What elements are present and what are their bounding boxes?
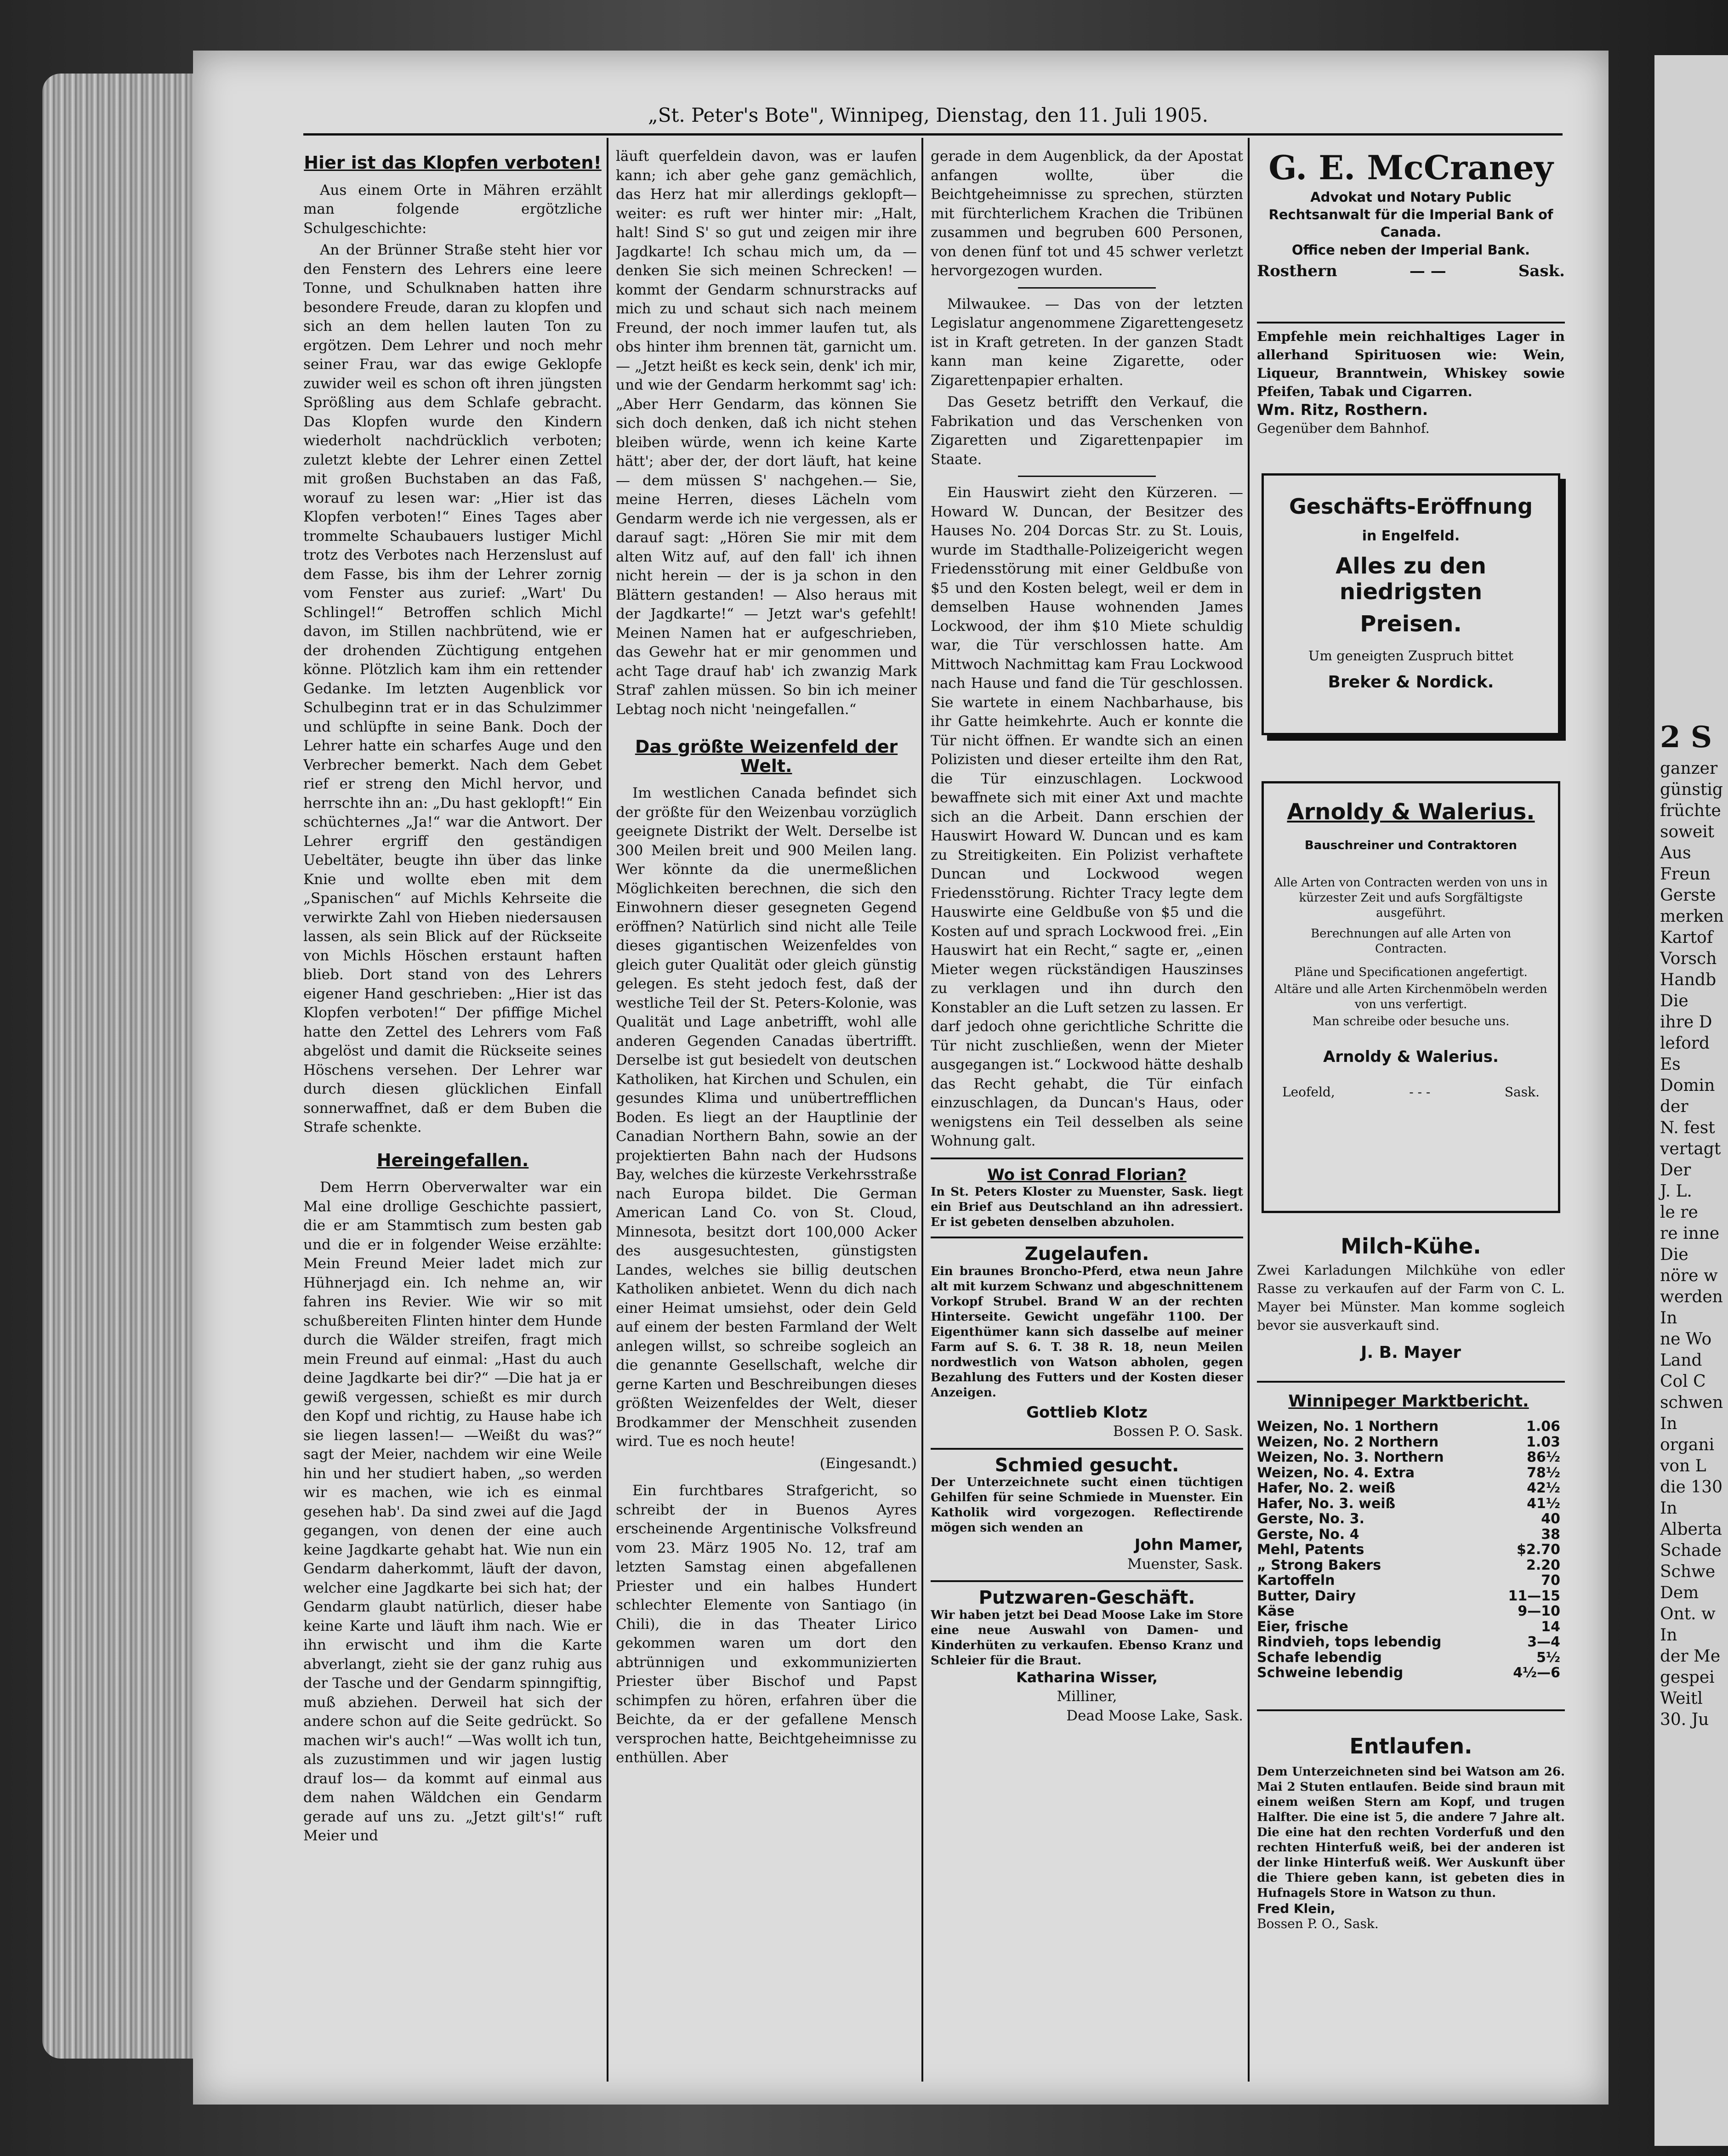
market-item: Käse bbox=[1257, 1603, 1295, 1619]
market-item: Schweine lebendig bbox=[1257, 1665, 1404, 1681]
facing-page-fragment: der Me bbox=[1660, 1647, 1721, 1666]
divider bbox=[1257, 1709, 1565, 1711]
facing-page-fragment: Ont. w bbox=[1660, 1605, 1716, 1623]
market-price: 42½ bbox=[1527, 1480, 1560, 1496]
ad-aw-text: Pläne und Specificationen angefertigt. bbox=[1294, 965, 1528, 979]
market-price: 41½ bbox=[1527, 1495, 1560, 1512]
article-text: Im westlichen Canada befindet sich der größte für den Weizenbau vorzüglich geeignete Distrikt der Welt. Derselbe ist 300 Meilen breit und 900 Meilen lang. Wer könnte da die unermeßlichen Möglichkeiten berechnen, die sich den Einwohnern dieser gesegneten Gegend eröffnen? Natürlich sind nicht alle Teile dieses gigantischen Weizenfeldes von gleich guter Qualität oder gleich günstig gelegen. Es steht jedoch fest, daß der westliche Teil der St. Peters-Kolonie, was Qualität und Lage anbetrifft, wohl alle anderen Gegenden Canadas übertrifft. Derselbe ist gut besiedelt von deutschen Katholiken, hat Kirchen und Schulen, ein gesundes Klima und unübertrefflichen Boden. Es liegt an der Hauptlinie der Canadian Northern Bahn, sowie an der projektierten Bahn nach der Hudsons Bay, welches die kürzeste Verkehrsstraße nach Europa bildet. Die German American Land Co. von St. Cloud, Minnesota, besitzt dort 100,000 Acker des ausgesuchtesten, günstigsten Landes, welches sie billig deutschen Katholiken anbietet. Wenn du dich nach einer Heimat umsiehst, oder dein Geld auf einem der besten Farmland der Welt anlegen willst, so schreibe sogleich an die genannte Gesellschaft, welche dir gerne Karten und Beschreibungen dieses größten Weizenfeldes der Welt, dieser Brodkammer der Menschheit zusenden wird. Tue es noch heute! bbox=[616, 785, 917, 1450]
facing-page-fragment: Schwe bbox=[1660, 1562, 1716, 1581]
facing-page-fragment: 2 S bbox=[1660, 720, 1712, 755]
column-rule-1 bbox=[607, 138, 608, 2082]
market-row bbox=[1257, 1496, 1560, 1512]
facing-page-fragment: J. L. bbox=[1660, 1182, 1692, 1201]
facing-page-fragment: die 130 bbox=[1660, 1478, 1723, 1497]
market-row bbox=[1257, 1481, 1560, 1496]
facing-page-fragment: organi bbox=[1660, 1435, 1715, 1454]
article-signature: (Eingesandt.) bbox=[819, 1455, 917, 1472]
ad-ent-address: Bossen P. O., Sask. bbox=[1257, 1916, 1379, 1931]
ad-milchkuehe bbox=[1257, 1231, 1565, 1411]
divider bbox=[931, 1448, 1243, 1450]
ad-aw-text: Alle Arten von Contracten werden von uns in kürzester Zeit und aufs Sorgfältigste ausgeführt. bbox=[1274, 876, 1548, 920]
facing-page-fragment: günstig bbox=[1660, 780, 1723, 799]
ad-signature: John Mamer, bbox=[1134, 1536, 1243, 1554]
ad-ge-line4: Preisen. bbox=[1360, 611, 1462, 637]
book-page-edges bbox=[42, 74, 199, 2059]
divider bbox=[1018, 287, 1156, 289]
ad-ge-line3: Alles zu den niedrigsten bbox=[1336, 553, 1486, 605]
facing-page-fragment: In bbox=[1660, 1414, 1677, 1433]
divider bbox=[1257, 1381, 1565, 1383]
ad-arnoldy-walerius bbox=[1262, 781, 1560, 1213]
facing-page-fragment: Alberta bbox=[1660, 1520, 1722, 1539]
ad-aw-text: Altäre und alle Arten Kirchenmöbeln werden von uns verfertigt. bbox=[1274, 982, 1547, 1011]
market-price: 3—4 bbox=[1527, 1634, 1560, 1650]
market-row bbox=[1257, 1589, 1560, 1604]
ad-ritz-signature: Wm. Ritz, Rosthern. bbox=[1257, 401, 1428, 419]
facing-page-fragment: der bbox=[1660, 1097, 1688, 1116]
ad-ge-line2: in Engelfeld. bbox=[1362, 528, 1460, 544]
market-item: Hafer, No. 2. weiß bbox=[1257, 1480, 1396, 1496]
article-text: Ein furchtbares Strafgericht, so schreibt der in Buenos Ayres erscheinende Argentinische Volksfreund vom 23. März 1905 No. 12, traf am letzten Samstag einen abgefallenen Priester und ein halbes Hundert schlechter Elemente von Santiago (in Chili), die in das Theater Lirico gekommen waren um dort den abtrünnigen und exkommunizierten Priester über Bischof und Papst schimpfen zu hören, erfahren über die Beichte, da er der gefallene Mensch versprochen hatte, Beichtgeheimnisse zu enthüllen. Aber bbox=[616, 1482, 917, 1766]
facing-page-fragment: Die bbox=[1660, 992, 1688, 1010]
ad-title-florian: Wo ist Conrad Florian? bbox=[987, 1165, 1187, 1184]
market-row bbox=[1257, 1604, 1560, 1619]
facing-page-text bbox=[1654, 717, 1728, 1730]
market-row bbox=[1257, 1450, 1560, 1465]
column-3 bbox=[931, 147, 1243, 2082]
market-row bbox=[1257, 1650, 1560, 1666]
facing-page-fragment: Freun bbox=[1660, 865, 1711, 884]
market-row bbox=[1257, 1634, 1560, 1650]
ad-ge-line5: Um geneigten Zuspruch bittet bbox=[1308, 648, 1514, 664]
market-price: 5½ bbox=[1536, 1649, 1560, 1666]
article-title-hereingefallen: Hereingefallen. bbox=[376, 1150, 529, 1170]
article-title-klopfen: Hier ist das Klopfen verboten! bbox=[304, 153, 602, 173]
market-item: Weizen, No. 3. Northern bbox=[1257, 1449, 1444, 1465]
market-price: 70 bbox=[1541, 1572, 1560, 1589]
facing-page-fragment: früchte bbox=[1660, 801, 1721, 820]
market-item: Mehl, Patents bbox=[1257, 1542, 1364, 1558]
market-price: $2.70 bbox=[1517, 1542, 1560, 1558]
facing-page-fragment: In bbox=[1660, 1499, 1677, 1518]
market-item: Gerste, No. 3. bbox=[1257, 1511, 1364, 1527]
market-report-title: Winnipeger Marktbericht. bbox=[1288, 1392, 1529, 1411]
ad-aw-prov: Sask. bbox=[1504, 1084, 1540, 1100]
facing-page-fragment: werden bbox=[1660, 1288, 1723, 1306]
market-price: 11—15 bbox=[1508, 1588, 1560, 1604]
ad-ritz-sub: Gegenüber dem Bahnhof. bbox=[1257, 420, 1430, 436]
market-price: 78½ bbox=[1527, 1464, 1560, 1481]
facing-page-fragment: Col C bbox=[1660, 1372, 1706, 1391]
facing-page-fragment: Land bbox=[1660, 1351, 1702, 1370]
page-header: „St. Peter's Bote", Winnipeg, Dienstag, den 11. Juli 1905. bbox=[648, 104, 1208, 126]
column-2 bbox=[616, 147, 917, 2082]
article-text: läuft querfeldein davon, was er laufen kann; ich aber gehe ganz gemächlich, das Herz hat mir allerdings geklopft—weiter: es ruft wer hinter mir: „Halt, halt! Sind S' so gut und zeigen mir ihre Jagdkarte! Ich schau mich um, da — denken Sie sich meinen Schrecken! —kommt der Gendarm schnurstracks auf mich zu und schaut sich nach meinem Freund, der noch immer laufen tut, als obs hinter ihm brennen tät, garnicht um. — „Jetzt heißt es keck sein, denk' ich mir, und wie der Gendarm herkommt sag' ich: „Aber Herr Gendarm, das können Sie sich doch denken, daß ich nicht stehen bleiben würde, wenn ich keine Karte hätt'; aber der, der dort läuft, hat keine — dem müssen S' nachgehen.— Sie, meine Herren, dieses Lächeln vom Gendarm werde ich nie vergessen, als er darauf sagt: „Hören Sie mir mit dem alten Witz auf, auf den fall' ich ihnen nicht herein — der is ja schon in den Blättern gestanden! — Also heraus mit der Jagdkarte!“ — Jetzt war's gefehlt! Meinen Namen hat er aufgeschrieben, das Gewehr hat er mir genommen und acht Tage drauf hab' ich zwanzig Mark Straf' zahlen müssen. So bin ich meiner Lebtag noch nicht 'neingefallen.“ bbox=[616, 148, 917, 718]
ad-address: Dead Moose Lake, Sask. bbox=[1066, 1707, 1243, 1724]
header-rule bbox=[303, 133, 1563, 136]
facing-page-fragment: nöre w bbox=[1660, 1266, 1718, 1285]
market-item: Rindvieh, tops lebendig bbox=[1257, 1634, 1442, 1650]
article-text: Das Gesetz betrifft den Verkauf, die Fabrikation und das Verschenken von Zigaretten und Zigarettenpapier im Staate. bbox=[931, 394, 1243, 468]
ad-text-schmied: Der Unterzeichnete sucht einen tüchtigen Gehilfen für seine Schmiede in Muenster. Ein Katholik wird vorgezogen. Reflectirende mögen sich wenden an bbox=[931, 1475, 1243, 1535]
facing-page-fragment: re inne bbox=[1660, 1224, 1720, 1243]
article-text: Milwaukee. — Das von der letzten Legislatur angenommene Zigarettengesetz ist in Kraft getreten. In der ganzen Stadt kann man keine Zigarette, oder Zigarettenpapier erhalten. bbox=[931, 295, 1243, 389]
facing-page-fragment: soweit bbox=[1660, 823, 1715, 841]
column-rule-3 bbox=[1248, 138, 1250, 2082]
facing-page-fragment: ganzer bbox=[1660, 759, 1718, 778]
ad-mccraney-line: Advokat und Notary Public bbox=[1310, 189, 1512, 205]
facing-page-fragment: Schade bbox=[1660, 1541, 1722, 1560]
ad-mccraney-place-row bbox=[1257, 262, 1565, 280]
market-item: Butter, Dairy bbox=[1257, 1588, 1356, 1604]
ad-address: Muenster, Sask. bbox=[1127, 1555, 1243, 1572]
ad-geschaeftseroeffnung bbox=[1262, 473, 1560, 735]
facing-page-fragment: In bbox=[1660, 1626, 1677, 1645]
divider bbox=[1257, 322, 1565, 323]
facing-page-fragment: Gerste bbox=[1660, 886, 1716, 905]
market-row bbox=[1257, 1573, 1560, 1589]
market-row bbox=[1257, 1558, 1560, 1573]
divider bbox=[931, 1237, 1243, 1238]
facing-page-fragment: leford bbox=[1660, 1034, 1710, 1053]
facing-page-fragment: Die bbox=[1660, 1245, 1688, 1264]
market-row bbox=[1257, 1619, 1560, 1635]
ad-ent-title: Entlaufen. bbox=[1349, 1734, 1472, 1759]
market-item: Hafer, No. 3. weiß bbox=[1257, 1495, 1396, 1512]
facing-page-fragment: Es bbox=[1660, 1055, 1681, 1074]
market-item: Weizen, No. 4. Extra bbox=[1257, 1464, 1415, 1481]
market-price: 1.06 bbox=[1526, 1418, 1560, 1435]
article-text: gerade in dem Augenblick, da der Apostat anfangen wollte, über die Beichtgeheimnisse zu sprechen, stürzten mit fürchterlichem Krachen die Tribünen zusammen und begruben 600 Personen, von denen fünf tot und 45 schwer verletzt hervorgezogen wurden. bbox=[931, 148, 1243, 279]
facing-page-fragment: Weitl bbox=[1660, 1689, 1703, 1708]
ad-entlaufen bbox=[1257, 1719, 1565, 2086]
ad-aw-text: Man schreibe oder besuche uns. bbox=[1312, 1015, 1510, 1028]
facing-page-fragment: Domin bbox=[1660, 1076, 1715, 1095]
divider bbox=[931, 1580, 1243, 1582]
facing-page bbox=[1654, 55, 1728, 2146]
market-item: Schafe lebendig bbox=[1257, 1649, 1382, 1666]
facing-page-fragment: Kartof bbox=[1660, 928, 1713, 947]
ad-text-florian: In St. Peters Kloster zu Muenster, Sask. liegt ein Brief aus Deutschland an ihn adressiert. Er ist gebeten denselben abzuholen. bbox=[931, 1185, 1243, 1229]
article-text: Dem Herrn Oberverwalter war ein Mal eine drollige Geschichte passiert, die er am Stammtisch zum besten gab und die er in folgender Weise erzählte: Mein Freund Meier ladet mich zur Hühnerjagd ein. Ich nehme an, wir fahren ins Revier. Wie wir so mit schußbereiten Flinten hinter dem Hunde durch die Wälder streifen, fragt mich mein Freund auf einmal: „Hast du auch deine Jagdkarte bei dir?“ —Die hat ja er gewiß vergessen, schießt es mir durch den Kopf und richtig, zu Hause habe ich sie liegen lassen!— —Weißt du was?“ sagt der Meier, nachdem wir eine Weile hin und her studiert haben, „so werden wir es machen, wie ich es einmal gesehen hab'. Da sind zwei auf die Jagd gegangen, von denen der eine auch keine Jagdkarte gehabt hat. Wie nun ein Gendarm daherkommt, läuft der davon, welcher eine Jagdkarte bei sich hat; der Gendarm glaubt natürlich, dieser habe keine Karte und läuft ihm nach. Wie er ihn erwischt und ihm die Karte abverlangt, zieht sie der ganz ruhig aus der Tasche und der Gendarm spinngiftig, muß abziehen. Derweil hat sich der andere schon auf die Seite gedrückt. So machen wir's auch!“ —Was wollt ich tun, als zuzustimmen und wir jagen lustig drauf los— da kommt auf einmal aus dem nahen Wäldchen ein Gendarm gerade auf uns zu. „Jetzt gilt's!“ ruft Meier und bbox=[303, 1179, 602, 1844]
market-row bbox=[1257, 1511, 1560, 1527]
ad-mccraney-line: Office neben der Imperial Bank. bbox=[1291, 242, 1530, 258]
ad-text-putzwaren: Wir haben jetzt bei Dead Moose Lake im Store eine neue Auswahl von Damen- und Kinderhüten zu verkaufen. Ebenso Kranz und Schleier für die Braut. bbox=[931, 1608, 1243, 1668]
ad-signature: Gottlieb Klotz bbox=[1026, 1403, 1148, 1422]
facing-page-fragment: merken bbox=[1660, 907, 1724, 926]
ad-mccraney-place: Rosthern bbox=[1257, 262, 1337, 280]
market-row bbox=[1257, 1527, 1560, 1543]
market-row bbox=[1257, 1542, 1560, 1558]
ad-signature: Katharina Wisser, bbox=[1016, 1669, 1158, 1686]
ad-milch-signature: J. B. Mayer bbox=[1361, 1343, 1461, 1362]
ad-mccraney-line: Rechtsanwalt für die Imperial Bank of Canada. bbox=[1268, 207, 1553, 240]
column-rule-2 bbox=[921, 138, 923, 2082]
facing-page-fragment: le re bbox=[1660, 1203, 1698, 1222]
market-report bbox=[1257, 1388, 1560, 1686]
ad-ent-text: Dem Unterzeichneten sind bei Watson am 26. Mai 2 Stuten entlaufen. Beide sind braun mit einem weißen Stern am Kopf, und trugen Halfter. Die eine ist 5, die andere 7 Jahre alt. Die eine hat den rechten Vorderfuß und den rechten Hinterfuß weiß, bei der anderen ist der linke Hinterfuß weiß. Wer Auskunft über die Thiere geben kann, ist gebeten dies in Hufnagels Store in Watson zu thun. bbox=[1257, 1765, 1565, 1900]
article-text: Aus einem Orte in Mähren erzählt man folgende ergötzliche Schulgeschichte: bbox=[303, 182, 602, 237]
ad-title-zugelaufen: Zugelaufen. bbox=[1024, 1243, 1149, 1265]
ad-address: Bossen P. O. Sask. bbox=[1113, 1423, 1243, 1440]
ad-ent-signature: Fred Klein, bbox=[1257, 1901, 1336, 1916]
article-title-weizenfeld: Das größte Weizenfeld der Welt. bbox=[635, 737, 898, 776]
facing-page-fragment: ne Wo bbox=[1660, 1330, 1712, 1349]
article-text: An der Brünner Straße steht hier vor den Fenstern des Lehrers eine leere Tonne, und Schulknaben hatten ihre besondere Freude, daran zu klopfen und sich an dem hellen lauten Ton zu ergötzen. Dem Lehrer und noch mehr seiner Frau, war das ewige Geklopfe zuwider weil es schon oft ihren jüngsten Sprößling aus dem Schlafe gebracht. Das Klopfen wurde den Kindern wiederholt nachdrücklich verboten; zuletzt klebte der Lehrer einen Zettel mit großen Buchstaben an das Faß, worauf zu lesen war: „Hier ist das Klopfen verboten!“ Eines Tages aber trommelte Schaubauers lustiger Michl trotz des Verbotes nach Herzenslust auf dem Fasse, bis ihm der Lehrer zornig vom Fenster aus zurief: „Wart' Du Schlingel!“ Betroffen schlich Michl davon, im Stillen nachbrütend, wie er der drohenden Züchtigung entgehen könne. Plötzlich kam ihm ein rettender Gedanke. Im letzten Augenblick vor Schulbeginn trat er in das Schulzimmer und schlüpfte in seine Bank. Doch der Lehrer hatte ein scharfes Auge und den Verbrecher bemerkt. Nach dem Gebet rief er streng den Michl hervor, und herrschte ihn an: „Du hast geklopft!“ Ein schüchternes „Ja!“ war die Antwort. Der Lehrer ergriff den geständigen Uebeltäter, beugte ihn über das linke Knie und wollte eben mit dem „Spanischen“ auf Michls Kehrseite die verwirkte Zahl von Hieben niedersausen lassen, als sein Blick auf der Rückseite von Michls Höschen erstaunt haften blieb. Dort stand von des Lehrers eigener Hand geschrieben: „Hier ist das Klopfen verboten!“ Der pfiffige Michel hatte den Zettel des Lehrers vom Faß abgelöst und damit die Rückseite seines Höschens versehen. Der Lehrer war durch diesen glücklichen Einfall sonnerwaffnet, daß er dem Buben die Strafe schenkte. bbox=[303, 242, 602, 1135]
ad-aw-sub: Bauschreiner und Contraktoren bbox=[1304, 839, 1518, 852]
market-price: 9—10 bbox=[1518, 1603, 1560, 1619]
ad-signature-role: Milliner, bbox=[1057, 1688, 1117, 1705]
ad-milch-title: Milch-Kühe. bbox=[1341, 1234, 1481, 1259]
ad-ge-line1: Geschäfts-Eröffnung bbox=[1289, 494, 1533, 519]
facing-page-fragment: gespei bbox=[1660, 1668, 1715, 1687]
market-row bbox=[1257, 1435, 1560, 1450]
article-text: Ein Hauswirt zieht den Kürzeren. — Howard W. Duncan, der Besitzer des Hauses No. 204 Dorcas Str. zu St. Louis, wurde im Stadthalle-Polizeigericht wegen Friedensstörung mit einer Geldbuße von $5 und den Kosten belegt, weil er dem in demselben Hause wohnenden James Lockwood, der ihm $10 Miete schuldig war, die Tür verschlossen hatte. Am Mittwoch Nachmittag kam Frau Lockwood nach Hause und fand die Tür geschlossen. Sie wartete in einem Nachbarhause, bis ihr Gatte heimkehrte. Auch er konnte die Tür nicht öffnen. Er wandte sich an einen Polizisten und dieser erteilte ihm den Rat, die Tür einzuschlagen. Lockwood bewaffnete sich mit einer Axt und machte sich an die Arbeit. Dann erschien der Hauswirt Howard W. Duncan und es kam zu Streitigkeiten. Ein Polizist verhaftete Duncan und Lockwood wegen Friedensstörung. Richter Tracy legte dem Hauswirte eine Geldbuße von $5 und die Kosten auf und sprach Lockwood frei. „Ein Hauswirt hat ein Recht,“ sagte er, „einen Mieter wegen rückständigen Hauszinses zu verklagen und ihn durch den Konstabler an die Luft setzen zu lassen. Er darf jedoch ohne gerichtliche Schritte die Tür nicht zuschließen, wenn der Mieter ausgegangen ist.“ Lockwood hätte deshalb das Recht gehabt, die Tür einfach einzuschlagen, da Duncan's Haus, oder wenigstens ein Teil desselben als seine Wohnung galt. bbox=[931, 484, 1243, 1149]
market-item: Weizen, No. 2 Northern bbox=[1257, 1434, 1439, 1450]
ad-title-schmied: Schmied gesucht. bbox=[995, 1454, 1179, 1476]
ad-milch-text: Zwei Karladungen Milchkühe von edler Rasse zu verkaufen auf der Farm von C. L. Mayer bei Münster. Man komme sogleich bevor sie ausverkauft sind. bbox=[1257, 1262, 1565, 1333]
ad-mccraney-dash: — — bbox=[1409, 262, 1446, 280]
facing-page-fragment: von L bbox=[1660, 1457, 1706, 1475]
market-item: Kartoffeln bbox=[1257, 1572, 1335, 1589]
ad-mccraney-name: G. E. McCraney bbox=[1268, 148, 1553, 187]
facing-page-fragment: In bbox=[1660, 1309, 1677, 1328]
ad-ritz-text: Empfehle mein reichhaltiges Lager in allerhand Spirituosen wie: Wein, Liqueur, Branntwein, Whiskey sowie Pfeifen, Tabak und Cigarren. bbox=[1257, 329, 1565, 399]
facing-page-fragment: 30. Ju bbox=[1660, 1710, 1709, 1729]
ad-aw-title: Arnoldy & Walerius. bbox=[1287, 799, 1535, 825]
ad-aw-place-row bbox=[1282, 1084, 1540, 1100]
market-price: 40 bbox=[1541, 1511, 1560, 1527]
market-item: „ Strong Bakers bbox=[1257, 1557, 1381, 1573]
facing-page-fragment: N. fest bbox=[1660, 1118, 1715, 1137]
market-report-table bbox=[1257, 1419, 1560, 1681]
ad-aw-signature: Arnoldy & Walerius. bbox=[1323, 1048, 1499, 1066]
ad-mccraney bbox=[1257, 147, 1565, 326]
market-price: 38 bbox=[1541, 1526, 1560, 1543]
market-price: 86½ bbox=[1527, 1449, 1560, 1465]
divider bbox=[1018, 476, 1156, 477]
market-price: 4½—6 bbox=[1513, 1665, 1560, 1681]
market-price: 1.03 bbox=[1526, 1434, 1560, 1450]
ad-ritz bbox=[1257, 327, 1565, 460]
divider bbox=[931, 1157, 1243, 1159]
facing-page-fragment: schwen bbox=[1660, 1393, 1723, 1412]
facing-page-fragment: vertagt bbox=[1660, 1140, 1721, 1158]
market-item: Gerste, No. 4 bbox=[1257, 1526, 1359, 1543]
column-1 bbox=[303, 147, 602, 2082]
ad-text-zugelaufen: Ein braunes Broncho-Pferd, etwa neun Jahre alt mit kurzem Schwanz und abgeschnittenem Vorkopf Strubel. Brand W an der rechten Hinterseite. Gewicht ungefähr 1100. Der Eigenthümer kann sich dasselbe auf meiner Farm auf S. 6. T. 38 R. 18, neun Meilen nordwestlich von Watson abholen, gegen Bezahlung des Futters und der Kosten dieser Anzeigen. bbox=[931, 1264, 1243, 1400]
market-price: 2.20 bbox=[1526, 1557, 1560, 1573]
facing-page-fragment: Dem bbox=[1660, 1583, 1699, 1602]
ad-mccraney-prov: Sask. bbox=[1518, 262, 1565, 280]
market-row bbox=[1257, 1665, 1560, 1681]
facing-page-fragment: Handb bbox=[1660, 970, 1717, 989]
market-item: Eier, frische bbox=[1257, 1618, 1348, 1635]
ad-aw-place: Leofeld, bbox=[1282, 1084, 1335, 1100]
facing-page-fragment: Der bbox=[1660, 1161, 1691, 1180]
market-row bbox=[1257, 1465, 1560, 1481]
ad-aw-dash: - - - bbox=[1409, 1084, 1431, 1100]
ad-title-putzwaren: Putzwaren-Geschäft. bbox=[978, 1587, 1195, 1608]
ad-aw-text: Berechnungen auf alle Arten von Contracten. bbox=[1311, 927, 1511, 956]
market-item: Weizen, No. 1 Northern bbox=[1257, 1418, 1439, 1435]
facing-page-fragment: Aus bbox=[1660, 844, 1691, 862]
facing-page-fragment: Vorsch bbox=[1660, 949, 1717, 968]
facing-page-fragment: ihre D bbox=[1660, 1013, 1712, 1032]
market-row bbox=[1257, 1419, 1560, 1435]
ad-ge-line6: Breker & Nordick. bbox=[1328, 673, 1494, 692]
market-price: 14 bbox=[1541, 1618, 1560, 1635]
